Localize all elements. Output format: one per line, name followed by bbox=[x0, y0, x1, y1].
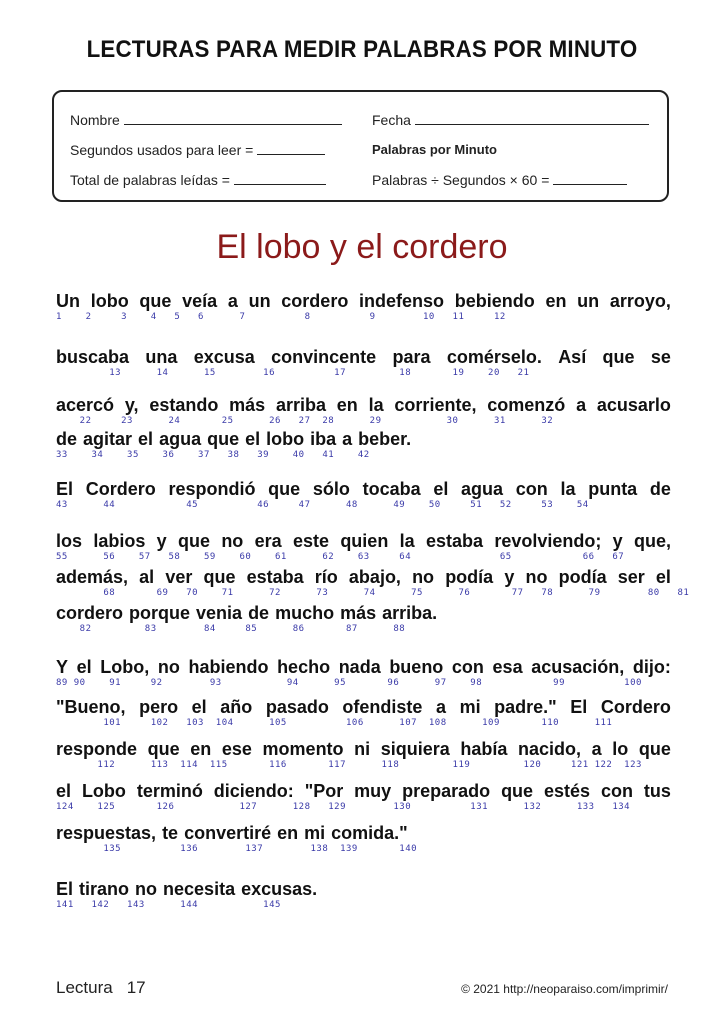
story-line-text: respuestas, te convertiré en mi comida." bbox=[56, 823, 408, 843]
student-info-box bbox=[52, 90, 669, 202]
story-line bbox=[56, 346, 671, 380]
story-line-text: Un lobo que veía a un cordero indefenso bebiendo en un arroyo, bbox=[56, 291, 671, 311]
name-label: Nombre bbox=[70, 112, 120, 128]
word-count-numbers: 141 142 143 144 145 bbox=[56, 900, 281, 910]
story-line bbox=[56, 566, 690, 600]
word-count-numbers: 135 136 137 138 139 140 bbox=[56, 844, 418, 854]
story-title: El lobo y el cordero bbox=[216, 228, 508, 266]
story-line bbox=[56, 290, 671, 324]
story-line-text: El Cordero respondió que sólo tocaba el agua con la punta de bbox=[56, 479, 671, 499]
story-line-text: el Lobo terminó diciendo: "Por muy preparado que estés con tus bbox=[56, 781, 671, 801]
seconds-blank-line[interactable] bbox=[257, 142, 325, 155]
story-line-text: buscaba una excusa convincente para comérselo. Así que se bbox=[56, 347, 671, 367]
copyright-text: © 2021 http://neoparaiso.com/imprimir/ bbox=[461, 982, 668, 996]
total-words-field bbox=[70, 172, 326, 188]
name-blank-line[interactable] bbox=[124, 112, 342, 125]
story-line bbox=[56, 780, 671, 814]
story-line bbox=[56, 530, 671, 564]
date-label: Fecha bbox=[372, 112, 411, 128]
story-line-text: los labios y que no era este quien la estaba revolviendo; y que, bbox=[56, 531, 671, 551]
date-blank-line[interactable] bbox=[415, 112, 649, 125]
total-words-blank-line[interactable] bbox=[234, 172, 326, 185]
lectura-number: 17 bbox=[126, 978, 146, 997]
total-words-label: Total de palabras leídas = bbox=[70, 172, 230, 188]
story-line bbox=[56, 394, 671, 428]
word-count-numbers: 89 90 91 92 93 94 95 96 97 98 99 100 bbox=[56, 678, 642, 688]
story-line bbox=[56, 656, 671, 690]
story-line bbox=[56, 878, 671, 912]
word-count-numbers: 13 14 15 16 17 18 19 20 21 bbox=[56, 368, 530, 378]
word-count-numbers: 82 83 84 85 86 87 88 bbox=[56, 624, 406, 634]
lectura-label: Lectura bbox=[56, 978, 113, 997]
story-line-text: El tirano no necesita excusas. bbox=[56, 879, 318, 899]
word-count-numbers: 33 34 35 36 37 38 39 40 41 42 bbox=[56, 450, 370, 460]
story-line-text: acercó y, estando más arriba en la corriente, comenzó a acusarlo bbox=[56, 395, 671, 415]
wpm-heading: Palabras por Minuto bbox=[372, 142, 497, 157]
seconds-label: Segundos usados para leer = bbox=[70, 142, 254, 158]
word-count-numbers: 124 125 126 127 128 129 130 131 132 133 134 bbox=[56, 802, 631, 812]
name-field bbox=[70, 112, 342, 128]
word-count-numbers: 22 23 24 25 26 27 28 29 30 31 32 bbox=[56, 416, 554, 426]
story-line bbox=[56, 428, 671, 462]
story-line bbox=[56, 602, 671, 636]
formula-blank-line[interactable] bbox=[553, 172, 627, 185]
lectura-footer bbox=[56, 978, 146, 998]
word-count-numbers: 43 44 45 46 47 48 49 50 51 52 53 54 bbox=[56, 500, 589, 510]
date-field bbox=[372, 112, 649, 128]
seconds-field bbox=[70, 142, 325, 158]
word-count-numbers: 55 56 57 58 59 60 61 62 63 64 65 66 67 bbox=[56, 552, 625, 562]
formula-label: Palabras ÷ Segundos × 60 = bbox=[372, 172, 550, 188]
story-line-text: además, al ver que estaba río abajo, no podía y no podía ser el bbox=[56, 567, 671, 587]
story-line-text: Y el Lobo, no habiendo hecho nada bueno con esa acusación, dijo: bbox=[56, 657, 671, 677]
story-line bbox=[56, 822, 671, 856]
story-line bbox=[56, 478, 671, 512]
word-count-numbers: 112 113 114 115 116 117 118 119 120 121 122 123 bbox=[56, 760, 642, 770]
word-count-numbers: 68 69 70 71 72 73 74 75 76 77 78 79 80 81 bbox=[56, 588, 690, 598]
story-line-text: cordero porque venia de mucho más arriba. bbox=[56, 603, 438, 623]
story-line-text: de agitar el agua que el lobo iba a beber. bbox=[56, 429, 412, 449]
word-count-numbers: 101 102 103 104 105 106 107 108 109 110 111 bbox=[56, 718, 613, 728]
formula-field bbox=[372, 172, 627, 188]
story-line bbox=[56, 738, 671, 772]
word-count-numbers: 1 2 3 4 5 6 7 8 9 10 11 12 bbox=[56, 312, 506, 322]
page-title: LECTURAS PARA MEDIR PALABRAS POR MINUTO bbox=[86, 36, 638, 63]
story-line-text: "Bueno, pero el año pasado ofendiste a mi padre." El Cordero bbox=[56, 697, 671, 717]
story-line-text: responde que en ese momento ni siquiera había nacido, a lo que bbox=[56, 739, 671, 759]
story-line bbox=[56, 696, 671, 730]
